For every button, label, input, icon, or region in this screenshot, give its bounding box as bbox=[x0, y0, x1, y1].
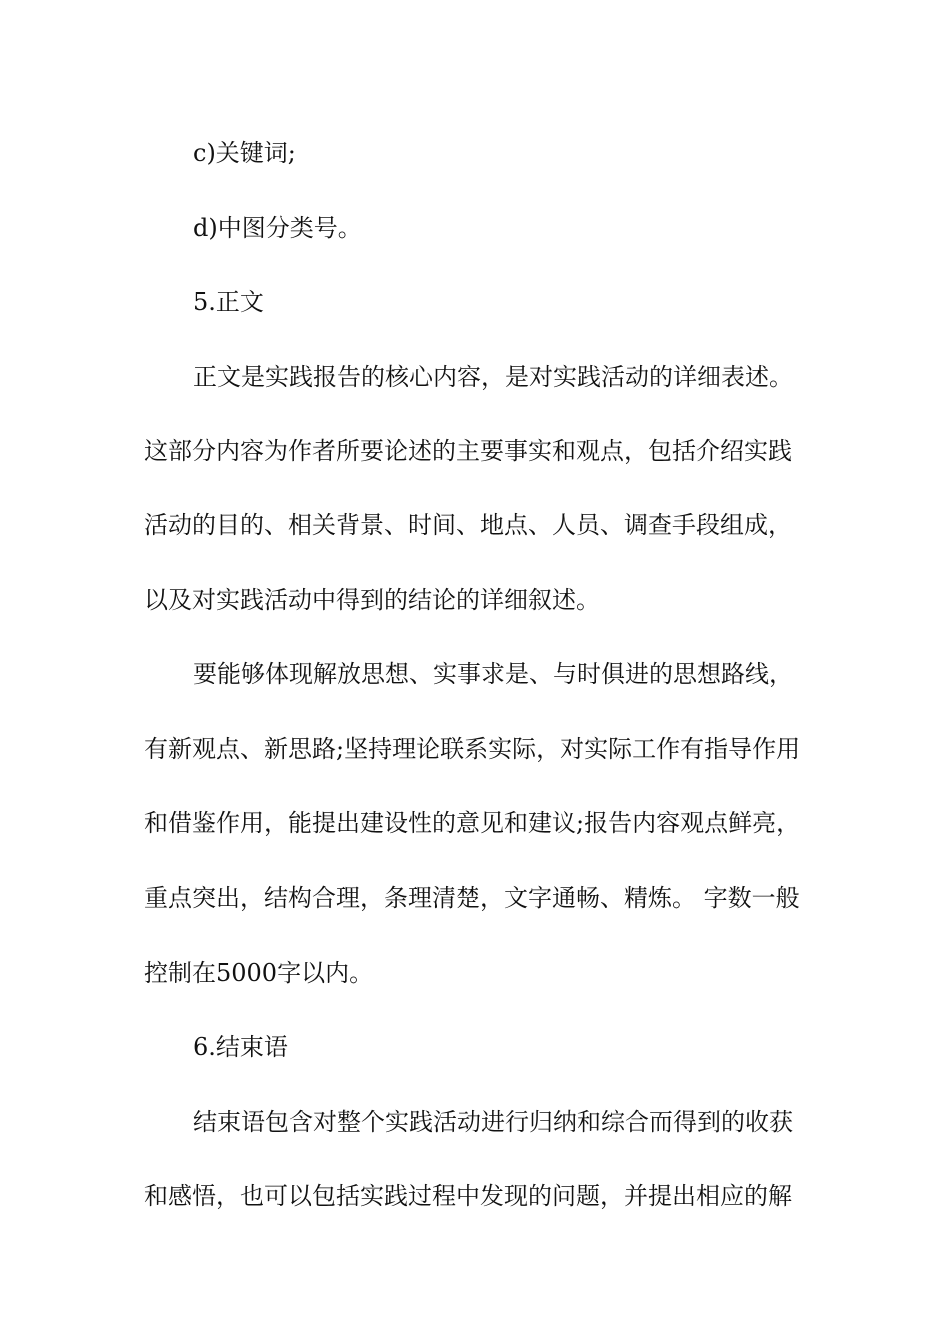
section-heading-body: 5.正文 bbox=[193, 288, 264, 316]
paragraph-line: 和感悟，也可以包括实践过程中发现的问题，并提出相应的解 bbox=[144, 1182, 792, 1210]
paragraph-line: 和借鉴作用，能提出建设性的意见和建议;报告内容观点鲜亮， bbox=[144, 809, 801, 837]
section-heading-conclusion: 6.结束语 bbox=[193, 1033, 288, 1061]
paragraph-line: 正文是实践报告的核心内容，是对实践活动的详细表述。 bbox=[193, 363, 793, 391]
paragraph-line: 活动的目的、相关背景、时间、地点、人员、调查手段组成， bbox=[144, 511, 792, 539]
paragraph-line: 有新观点、新思路;坚持理论联系实际，对实际工作有指导作用 bbox=[144, 735, 801, 763]
paragraph-line: 控制在5000字以内。 bbox=[144, 959, 374, 987]
list-item-classification-number: d)中图分类号。 bbox=[193, 214, 362, 242]
paragraph-line: 结束语包含对整个实践活动进行归纳和综合而得到的收获 bbox=[193, 1108, 793, 1136]
paragraph-line: 以及对实践活动中得到的结论的详细叙述。 bbox=[144, 586, 600, 614]
paragraph-line: 这部分内容为作者所要论述的主要事实和观点，包括介绍实践 bbox=[144, 437, 792, 465]
paragraph-line: 要能够体现解放思想、实事求是、与时俱进的思想路线， bbox=[193, 660, 793, 688]
list-item-keywords: c)关键词; bbox=[193, 139, 296, 167]
paragraph-line: 重点突出，结构合理，条理清楚，文字通畅、精炼。 字数一般 bbox=[144, 884, 800, 912]
